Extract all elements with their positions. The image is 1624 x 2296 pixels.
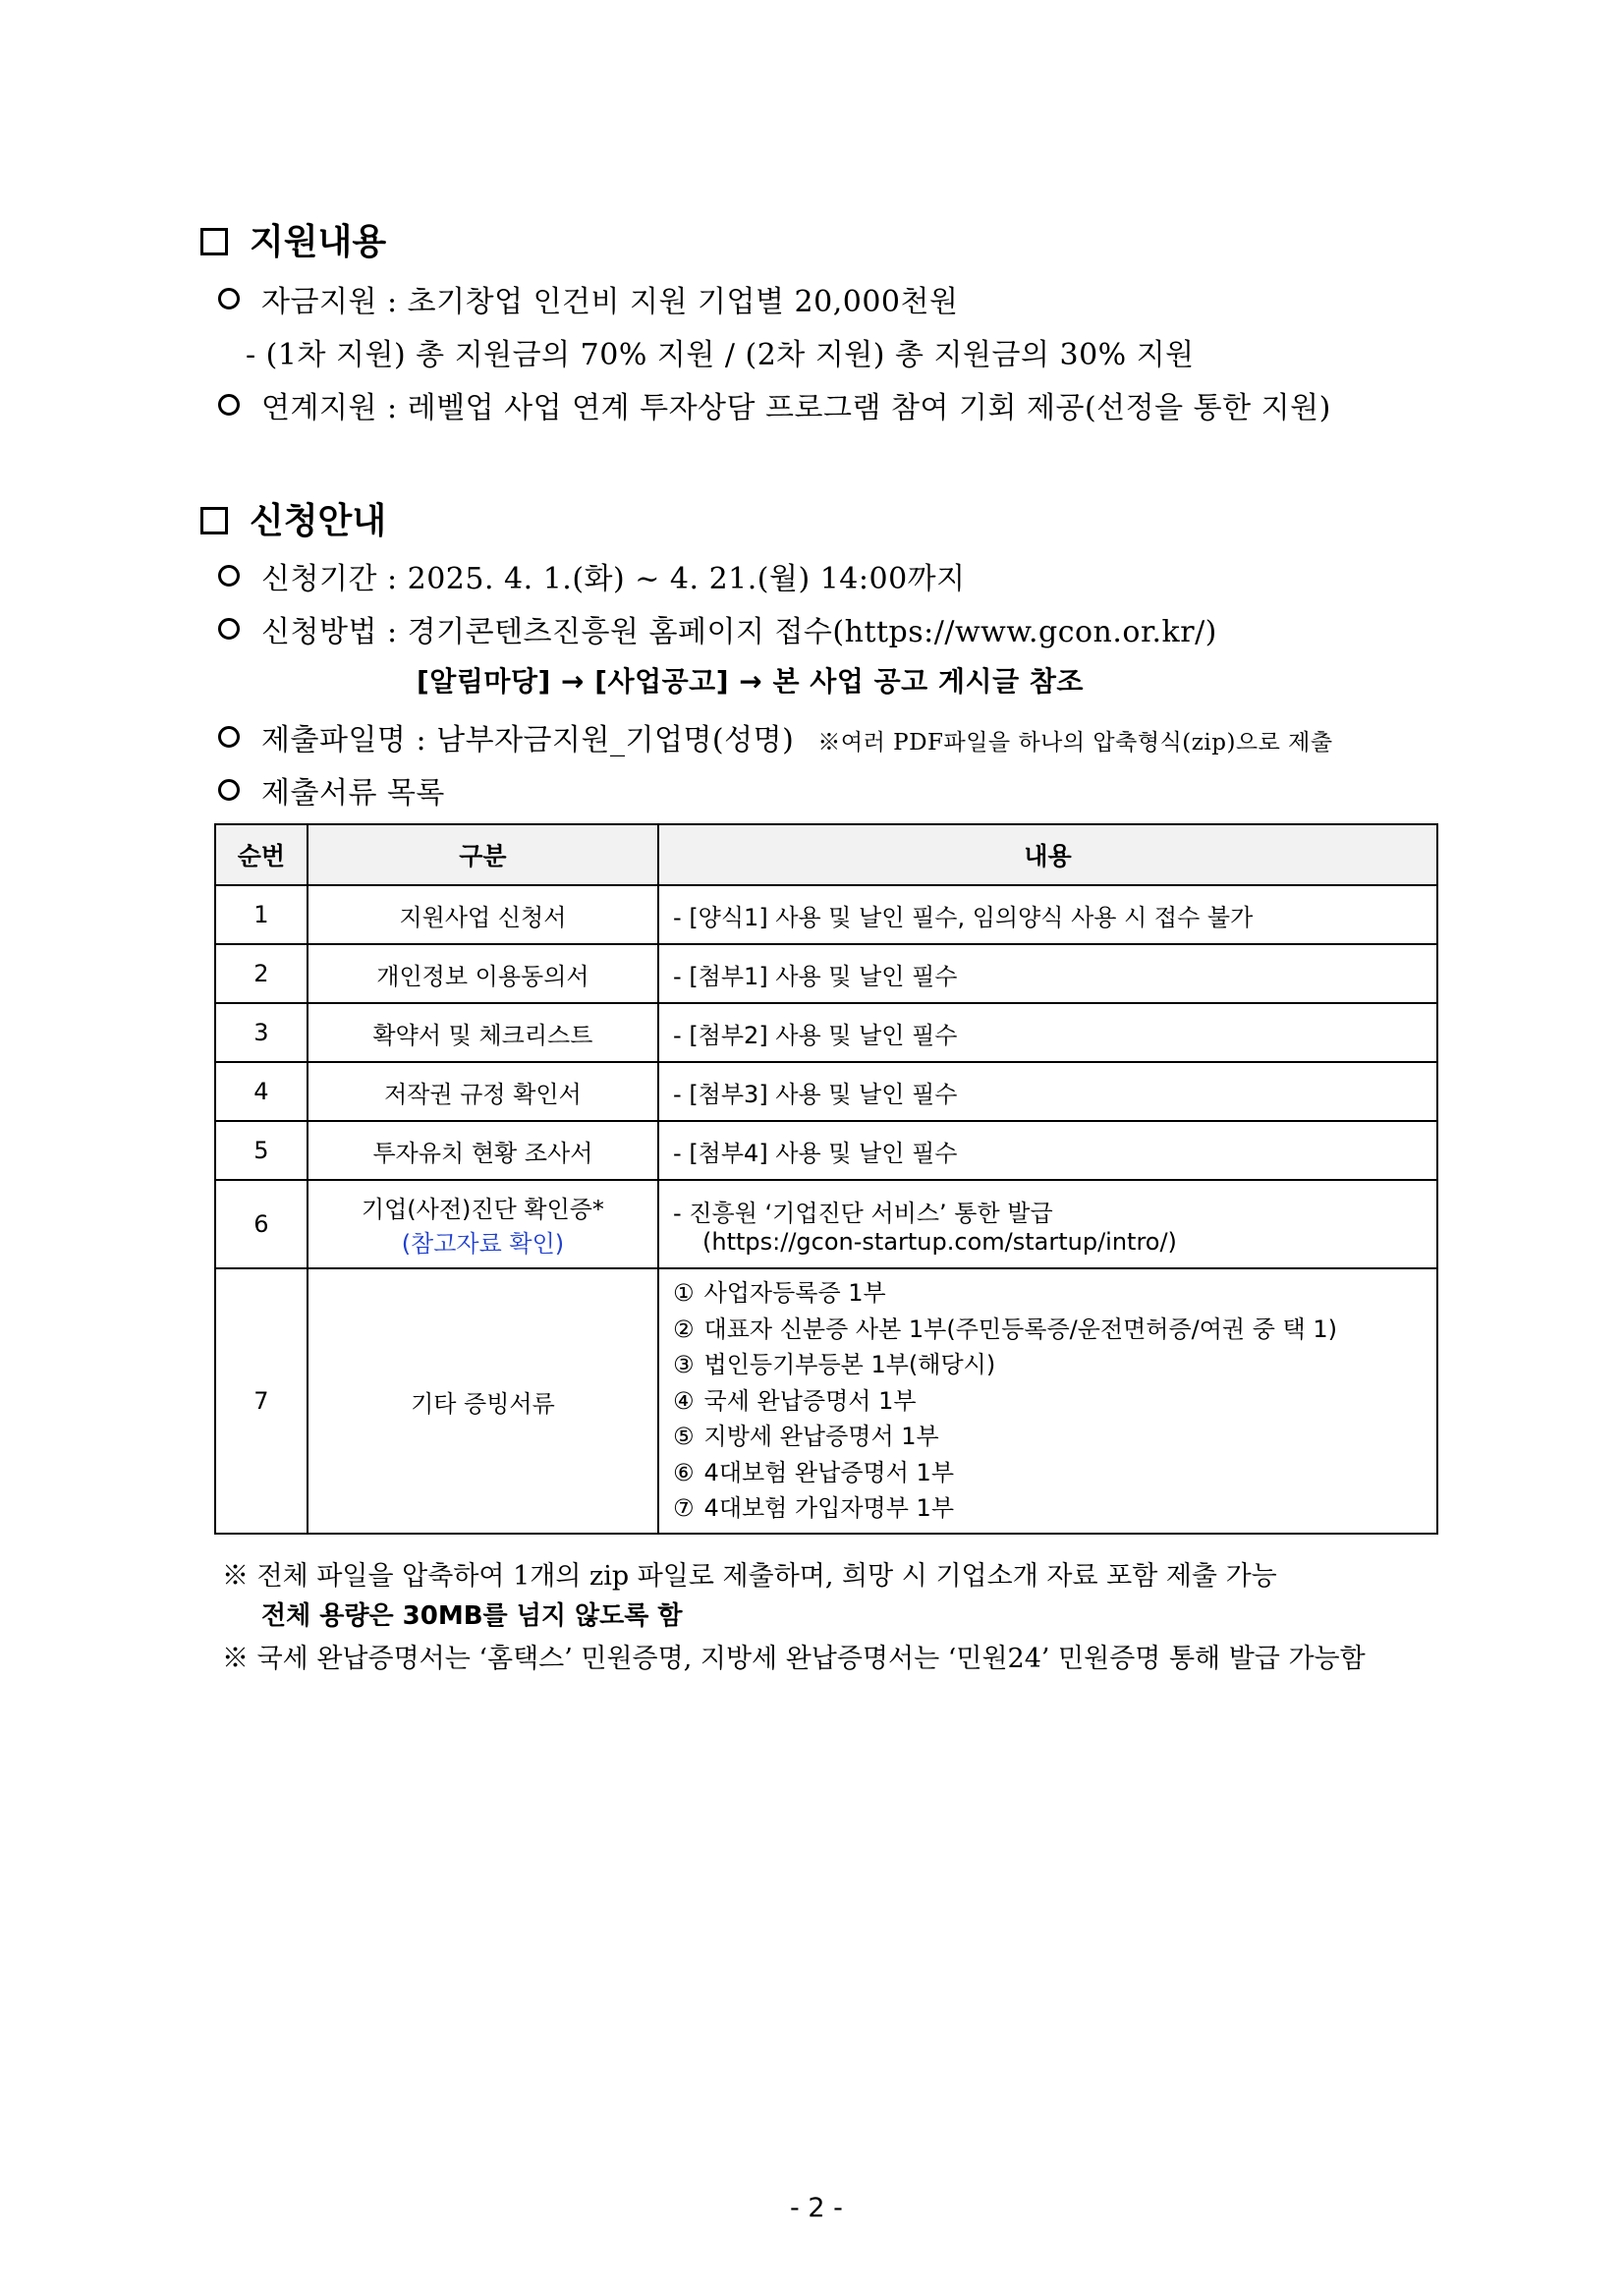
note-zip-submission: ※ 전체 파일을 압축하여 1개의 zip 파일로 제출하며, 희망 시 기업소개 자료 포함 제출 가능 [222,1561,1277,1592]
filename-note: ※여러 PDF파일을 하나의 압축형식(zip)으로 제출 [817,730,1333,756]
table-row [215,1180,1437,1268]
row-content: - [첨부1] 사용 및 날인 필수 [658,944,1437,1003]
list-item: ④ 국세 완납증명서 1부 [673,1386,917,1415]
note-size-limit: 전체 용량은 30MB를 넘지 않도록 함 [261,1601,683,1631]
table-header-row [215,824,1437,885]
bullet-funding: 자금지원 : 초기창업 인건비 지원 기업별 20,000천원 [218,277,958,320]
row-category: 투자유치 현황 조사서 [308,1121,658,1180]
circle-bullet-icon [218,618,240,640]
page-number: - 2 - [790,2193,843,2223]
method-path: [알림마당] → [사업공고] → 본 사업 공고 게시글 참조 [417,665,1084,698]
row-category: 저작권 규정 확인서 [308,1062,658,1121]
circle-bullet-icon [218,726,240,748]
table-row [215,1003,1437,1062]
row-category: 기타 증빙서류 [308,1268,658,1534]
circle-bullet-icon [218,779,240,801]
row-content: - [첨부2] 사용 및 날인 필수 [658,1003,1437,1062]
table-row [215,1121,1437,1180]
row-category: 확약서 및 체크리스트 [308,1003,658,1062]
list-item: ③ 법인등기부등본 1부(해당시) [673,1351,996,1379]
reference-link[interactable]: (참고자료 확인) [401,1230,565,1258]
header-no: 순번 [215,824,308,885]
section-heading-application: 신청안내 [200,493,386,543]
circle-bullet-icon [218,565,240,587]
row-no: 2 [215,944,308,1003]
row-no: 3 [215,1003,308,1062]
row-no: 1 [215,885,308,944]
row-category: 개인정보 이용동의서 [308,944,658,1003]
circle-bullet-icon [218,288,240,309]
row-content [658,1268,1437,1534]
list-item: ⑤ 지방세 완납증명서 1부 [673,1423,939,1451]
table-row [215,1268,1437,1534]
row-content: - [양식1] 사용 및 날인 필수, 임의양식 사용 시 접수 불가 [658,885,1437,944]
row-no: 6 [215,1180,308,1268]
row-category [308,1180,658,1268]
homepage-link[interactable]: 경기콘텐츠진흥원 홈페이지 접수(https://www.gcon.or.kr/) [407,615,1217,649]
list-item: ① 사업자등록증 1부 [673,1279,886,1308]
row-no: 4 [215,1062,308,1121]
header-content: 내용 [658,824,1437,885]
row-no: 5 [215,1121,308,1180]
note-tax-certificates: ※ 국세 완납증명서는 ‘홈택스’ 민원증명, 지방세 완납증명서는 ‘민원24’ 민원증명 통해 발급 가능함 [222,1644,1366,1674]
header-category: 구분 [308,824,658,885]
bullet-method: 신청방법 : 경기콘텐츠진흥원 홈페이지 접수(https://www.gcon.or.kr/) [218,607,1217,650]
list-item: ⑥ 4대보험 완납증명서 1부 [673,1458,954,1486]
documents-table [214,823,1438,1535]
section-heading-support: 지원내용 [200,214,386,264]
list-item: ⑦ 4대보험 가입자명부 1부 [673,1494,954,1523]
checkbox-square-icon [200,507,228,534]
list-item: ② 대표자 신분증 사본 1부(주민등록증/운전면허증/여권 중 택 1) [673,1315,1337,1343]
bullet-period: 신청기간 : 2025. 4. 1.(화) ~ 4. 21.(월) 14:00까지 [218,554,966,597]
bullet-doc-list: 제출서류 목록 [218,768,445,812]
diagnosis-certificate-label: 기업(사전)진단 확인증* [361,1196,604,1223]
bullet-filename: 제출파일명 : 남부자금지원_기업명(성명) ※여러 PDF파일을 하나의 압축형식(zip)으로 제출 [218,715,1333,758]
row-content: - [첨부3] 사용 및 날인 필수 [658,1062,1437,1121]
circle-bullet-icon [218,394,240,416]
table-row [215,885,1437,944]
row-no: 7 [215,1268,308,1534]
checkbox-square-icon [200,228,228,255]
row-content: - 진흥원 ‘기업진단 서비스’ 통한 발급 (https://gcon-startup.com/startup/intro/) [658,1180,1437,1268]
table-row [215,944,1437,1003]
row-content: - [첨부4] 사용 및 날인 필수 [658,1121,1437,1180]
table-row [215,1062,1437,1121]
row-category: 지원사업 신청서 [308,885,658,944]
startup-intro-link[interactable]: (https://gcon-startup.com/startup/intro/) [702,1227,1177,1256]
bullet-linkage: 연계지원 : 레벨업 사업 연계 투자상담 프로그램 참여 기회 제공(선정을 통한 지원) [218,383,1331,426]
sub-item-funding-split: - (1차 지원) 총 지원금의 70% 지원 / (2차 지원) 총 지원금의 30% 지원 [246,338,1195,372]
